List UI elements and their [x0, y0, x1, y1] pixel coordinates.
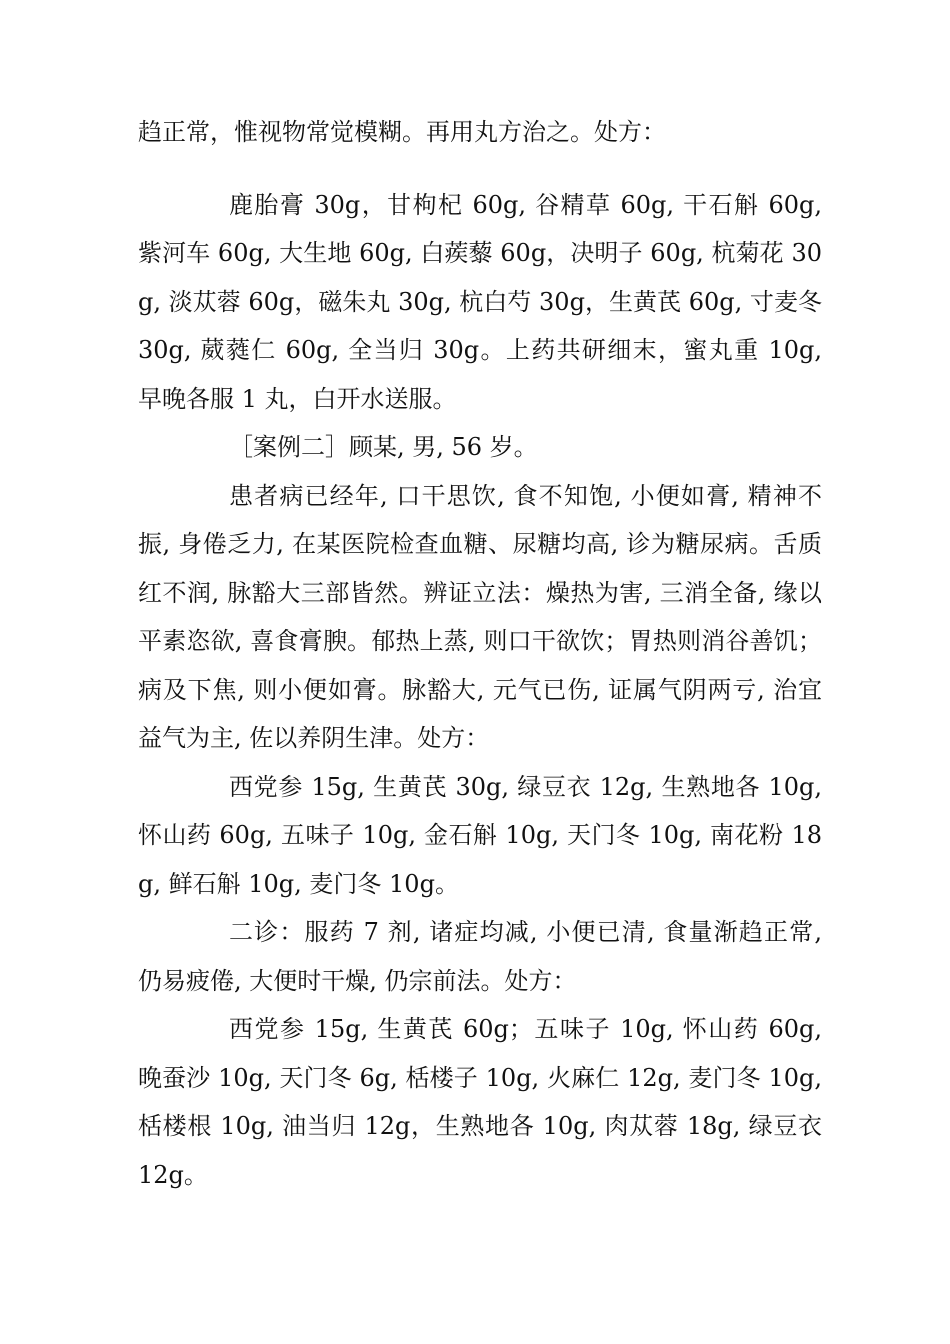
paragraph-continuation: 趋正常，惟视物常觉模糊。再用丸方治之。处方：: [138, 118, 666, 146]
paragraph-second-visit: 二诊：服药 7 剂, 诸症均减, 小便已清, 食量渐趋正常, 仍易疲倦, 大便时干燥, 仍宗前法。处方：: [138, 918, 822, 995]
paragraph-case-two-history: 患者病已经年, 口干思饮, 食不知饱, 小便如膏, 精神不振, 身倦乏力, 在某医院检查血糖、尿糖均高, 诊为糖尿病。舌质红不润, 脉豁大三部皆然。辨证立法：燥热为害, 三消全备, 缘以平素恣欲, 喜食膏腴。郁热上蒸, 则口干欲饮；胃热则消谷善饥；病及下焦, 则小便如膏。脉豁大, 元气已伤, 证属气阴两亏, 治宜益气为主, 佐以养阴生津。处方：: [138, 481, 822, 752]
paragraph-first-prescription: 西党参 15g, 生黄芪 30g, 绿豆衣 12g, 生熟地各 10g, 怀山药 60g, 五味子 10g, 金石斛 10g, 天门冬 10g, 南花粉 18g, 鲜石斛 10g, 麦门冬 10g。: [138, 772, 822, 898]
paragraph-case-two-heading: ［案例二］顾某, 男, 56 岁。: [229, 433, 538, 461]
paragraph-pill-prescription: 鹿胎膏 30g，甘枸杞 60g, 谷精草 60g, 干石斛 60g, 紫河车 60g, 大生地 60g, 白蒺藜 60g，决明子 60g, 杭菊花 30g, 淡苁蓉 60g，磁朱丸 30g, 杭白芍 30g，生黄芪 60g, 寸麦冬 30g, 葳蕤仁 60g, 全当归 30g。上药共研细末，蜜丸重 10g, 早晚各服 1 丸，白开水送服。: [138, 190, 822, 413]
document-body: [138, 108, 822, 1199]
paragraph-second-prescription: 西党参 15g, 生黄芪 60g；五味子 10g, 怀山药 60g, 晚蚕沙 10g, 天门冬 6g, 栝楼子 10g, 火麻仁 12g, 麦门冬 10g, 栝楼根 10g, 油当归 12g，生熟地各 10g, 肉苁蓉 18g, 绿豆衣 12g。: [138, 1015, 822, 1189]
